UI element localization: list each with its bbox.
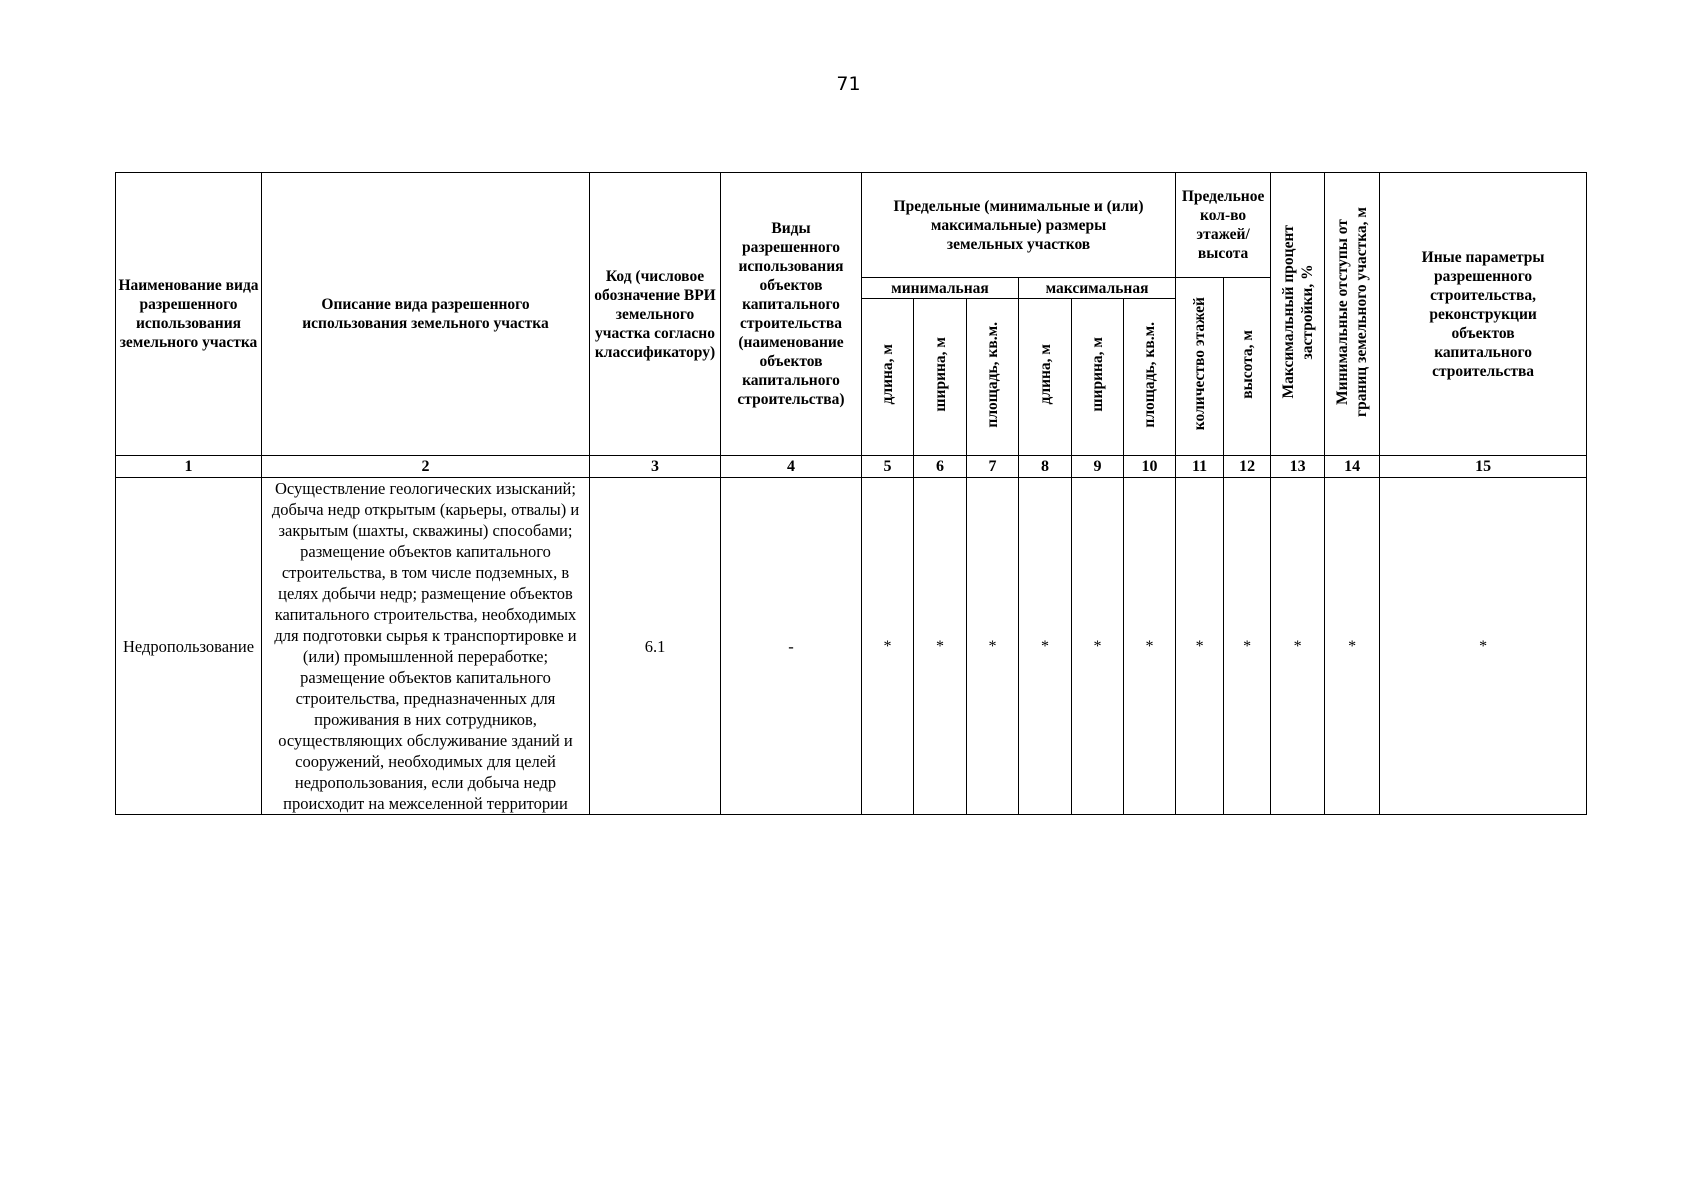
row-description: Осуществление геологических изысканий; добыча недр открытым (карьеры, отвалы) и закрытым (шахты, скважины) способами; размещение объектов капитального строительства, в том числе подземных, в целях добычи недр; размещение объектов капитального строительства, необходимых для подготовки сырья к транспортировке и (или) промышленной переработке; размещение объектов капитального строительства, предназначенных для проживания в них сотрудников, осуществляющих обслуживание зданий и сооружений, необходимых для целей недропользования, если добыча недр происходит на межселенной территории xyxy=(262,478,590,815)
row-min-width: * xyxy=(914,478,967,815)
header-floors-group: Предельное кол-во этажей/ высота xyxy=(1176,173,1271,278)
column-number: 9 xyxy=(1072,456,1124,478)
header-oks-types: Виды разрешенного использования объектов капитального строительства (наименование объектов капитального строительства) xyxy=(721,173,862,456)
column-number: 12 xyxy=(1224,456,1271,478)
header-min-setback-text: Минимальные отступы от границ земельного участка, м xyxy=(1334,206,1371,417)
row-max-percent: * xyxy=(1271,478,1325,815)
header-max-area: площадь, кв.м. xyxy=(1124,299,1176,456)
header-other-params: Иные параметры разрешенного строительства, реконструкции объектов капитального строительства xyxy=(1380,173,1587,456)
column-number: 11 xyxy=(1176,456,1224,478)
column-number: 3 xyxy=(590,456,721,478)
column-number: 4 xyxy=(721,456,862,478)
header-name: Наименование вида разрешенного использования земельного участка xyxy=(116,173,262,456)
row-min-length: * xyxy=(862,478,914,815)
table-row xyxy=(116,478,1587,815)
row-other-params: * xyxy=(1380,478,1587,815)
header-max-percent-text: Максимальный процент застройки, % xyxy=(1279,224,1316,399)
header-height: высота, м xyxy=(1224,278,1271,456)
header-min-group: минимальная xyxy=(862,278,1019,299)
header-max-group: максимальная xyxy=(1019,278,1176,299)
row-height: * xyxy=(1224,478,1271,815)
header-description: Описание вида разрешенного использования земельного участка xyxy=(262,173,590,456)
row-max-length: * xyxy=(1019,478,1072,815)
land-use-table xyxy=(115,172,1587,815)
header-max-length: длина, м xyxy=(1019,299,1072,456)
row-name: Недропользование xyxy=(116,478,262,815)
column-number: 7 xyxy=(967,456,1019,478)
column-number-row xyxy=(116,456,1587,478)
row-min-area: * xyxy=(967,478,1019,815)
column-number: 5 xyxy=(862,456,914,478)
header-size-group: Предельные (минимальные и (или) максимальные) размеры земельных участков xyxy=(862,173,1176,278)
page-number: 71 xyxy=(836,73,861,95)
row-floors: * xyxy=(1176,478,1224,815)
header-code: Код (числовое обозначение ВРИ земельного участка согласно классификатору) xyxy=(590,173,721,456)
column-number: 14 xyxy=(1325,456,1380,478)
row-max-area: * xyxy=(1124,478,1176,815)
header-max-percent xyxy=(1271,173,1325,456)
header-min-setback xyxy=(1325,173,1380,456)
column-number: 13 xyxy=(1271,456,1325,478)
header-min-area: площадь, кв.м. xyxy=(967,299,1019,456)
header-max-width: ширина, м xyxy=(1072,299,1124,456)
column-number: 1 xyxy=(116,456,262,478)
column-number: 10 xyxy=(1124,456,1176,478)
row-min-setback: * xyxy=(1325,478,1380,815)
column-number: 8 xyxy=(1019,456,1072,478)
header-floors: количество этажей xyxy=(1176,278,1224,456)
header-min-length: длина, м xyxy=(862,299,914,456)
column-number: 2 xyxy=(262,456,590,478)
row-max-width: * xyxy=(1072,478,1124,815)
header-min-width: ширина, м xyxy=(914,299,967,456)
row-oks-types: - xyxy=(721,478,862,815)
row-code: 6.1 xyxy=(590,478,721,815)
column-number: 6 xyxy=(914,456,967,478)
column-number: 15 xyxy=(1380,456,1587,478)
